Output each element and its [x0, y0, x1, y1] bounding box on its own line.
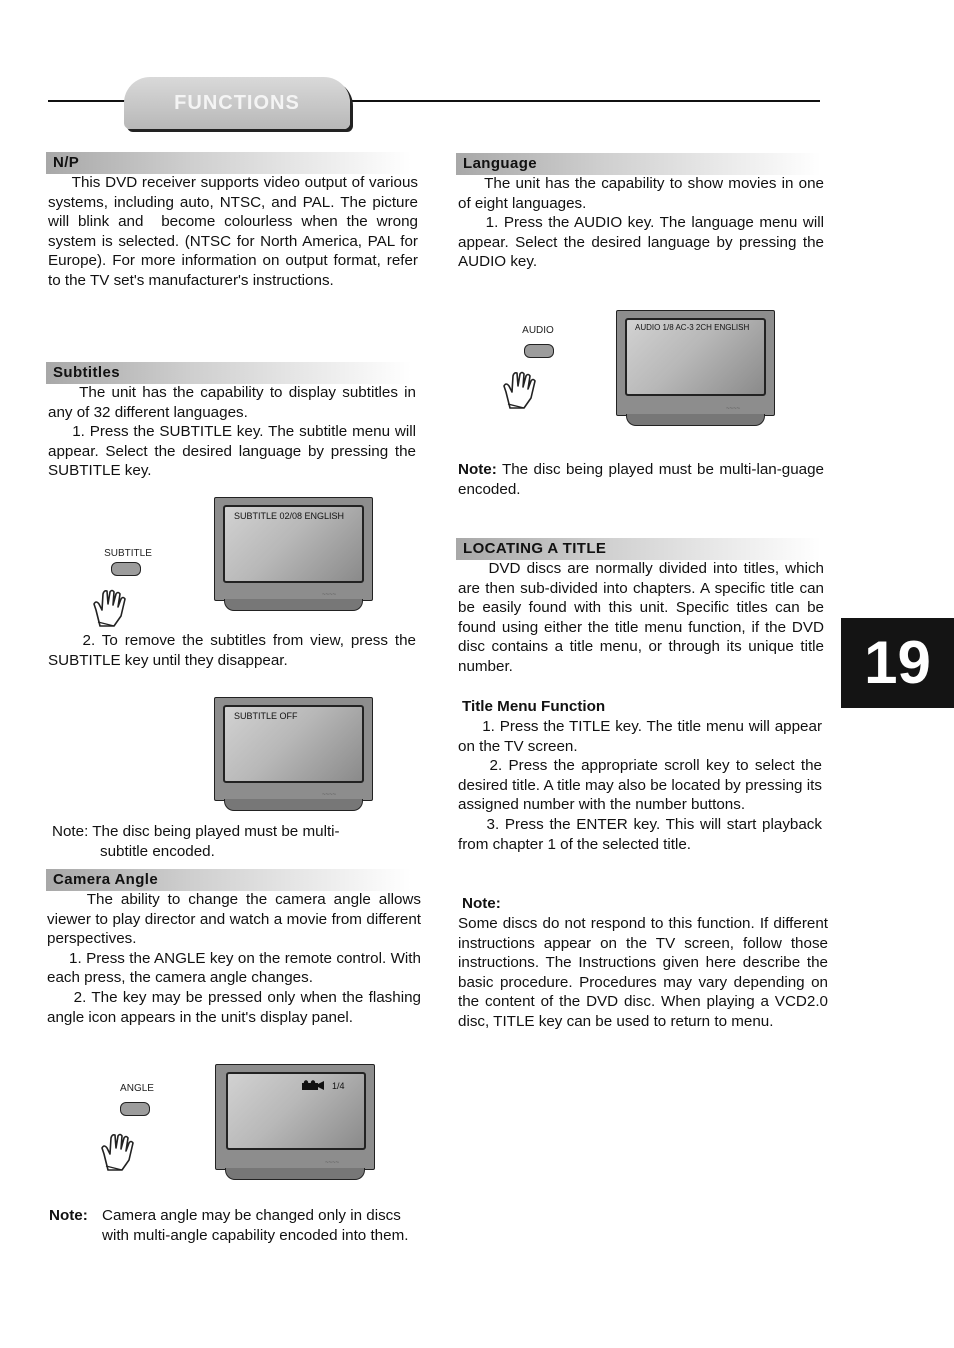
- subtitle-button[interactable]: [111, 562, 141, 576]
- angle-button[interactable]: [120, 1102, 150, 1116]
- title-menu-heading: Title Menu Function: [462, 698, 606, 715]
- locating-heading: LOCATING A TITLE: [456, 538, 821, 560]
- audio-osd: AUDIO 1/8 AC-3 2CH ENGLISH: [635, 323, 750, 332]
- camera-heading: Camera Angle: [46, 869, 411, 891]
- subtitles-note-cont: subtitle encoded.: [100, 843, 215, 860]
- language-note-text: The disc being played must be multi-lan-guage encoded.: [458, 461, 824, 498]
- camera-note-text: Camera angle may be changed only in discs with multi-angle capability encoded into them.: [102, 1207, 409, 1244]
- language-note: [458, 460, 824, 499]
- pointing-hand-icon: [98, 1126, 138, 1172]
- camera-text: The ability to change the camera angle allows viewer to play director and watch a movie from different perspectives. 1. Press the ANGLE key on the remote control. With each press, the camera angle changes. 2. The key may be pressed only when the flashing angle icon appears in the unit's display panel.: [47, 891, 421, 1026]
- tv-audio: AUDIO 1/8 AC-3 2CH ENGLISH ~~~~: [616, 310, 775, 426]
- subtitle-osd: SUBTITLE 02/08 ENGLISH: [234, 511, 345, 521]
- tv-subtitle-off: SUBTITLE OFF ~~~~: [214, 697, 373, 811]
- tv-subtitle: SUBTITLE 02/08 ENGLISH ~~~~: [214, 497, 373, 611]
- locating-text: DVD discs are normally divided into titles, which are then sub-divided into chapters. A specific title can be easily found with this unit. Specific titles can be found using either the title menu function, if the DVD disc contains a title menu, or through its unique title number.: [458, 560, 829, 675]
- angle-button-label: ANGLE: [120, 1083, 154, 1094]
- title-menu-steps: 1. Press the TITLE key. The title menu will appear on the TV screen. 2. Press the appropriate scroll key to select the desired title. A title may also be located by pressing its assigned number with the number buttons. 3. Press the ENTER key. This will start playback from chapter 1 of the selected title.: [458, 718, 823, 853]
- pointing-hand-icon: [90, 582, 130, 628]
- angle-osd: 1/4: [332, 1081, 345, 1091]
- language-text: The unit has the capability to show movies in one of eight languages. 1. Press the AUDIO key. The language menu will appear. Select the desired language by pressing the AUDIO key.: [458, 175, 824, 271]
- subtitles-heading: Subtitles: [46, 362, 411, 384]
- tv-angle: 1/4 ~~~~: [215, 1064, 375, 1180]
- header-tab: [124, 77, 350, 129]
- subtitles-step2: 2. To remove the subtitles from view, press the SUBTITLE key until they disappear.: [48, 632, 421, 669]
- subtitle-off-osd: SUBTITLE OFF: [234, 711, 298, 721]
- header-rule-right: [352, 100, 820, 102]
- subtitles-note-text: The disc being played must be multi-: [88, 823, 340, 840]
- language-heading: Language: [456, 153, 821, 175]
- locating-note-label: Note:: [462, 895, 501, 912]
- language-note-label: Note:: [458, 461, 497, 478]
- camera-angle-icon: [301, 1080, 325, 1091]
- subtitles-text: The unit has the capability to display subtitles in any of 32 different languages. 1. Press the SUBTITLE key. The subtitle menu will appear. Select the desired language by pressing the SUBTITLE key.: [48, 384, 416, 480]
- subtitle-button-label: SUBTITLE: [104, 548, 152, 559]
- np-heading: N/P: [46, 152, 411, 174]
- camera-note-label: Note:: [49, 1207, 88, 1224]
- page-number: 19: [841, 618, 954, 708]
- pointing-hand-icon: [500, 364, 540, 410]
- audio-button-label: AUDIO: [522, 325, 554, 336]
- page-title: FUNCTIONS: [174, 92, 300, 114]
- header-rule-left: [48, 100, 128, 102]
- locating-note-text: Some discs do not respond to this function. If different instructions appear on the TV screen, follow those instructions. The Instructions given here describe the basic procedure. Procedures may vary depending on the content of the DVD disc. When playing a VCD2.0 disc, TITLE key can be used to return to menu.: [458, 915, 828, 1030]
- subtitles-note-label: Note:: [52, 823, 89, 840]
- audio-button[interactable]: [524, 344, 554, 358]
- np-text: This DVD receiver supports video output of various systems, including auto, NTSC, and PAL. The picture will blink and become colourless when the wrong system is selected. (NTSC for North America, PAL for Europe). For more information on output format, refer to the TV set's manufacturer's instructions.: [48, 174, 423, 289]
- subtitles-note: [52, 822, 420, 842]
